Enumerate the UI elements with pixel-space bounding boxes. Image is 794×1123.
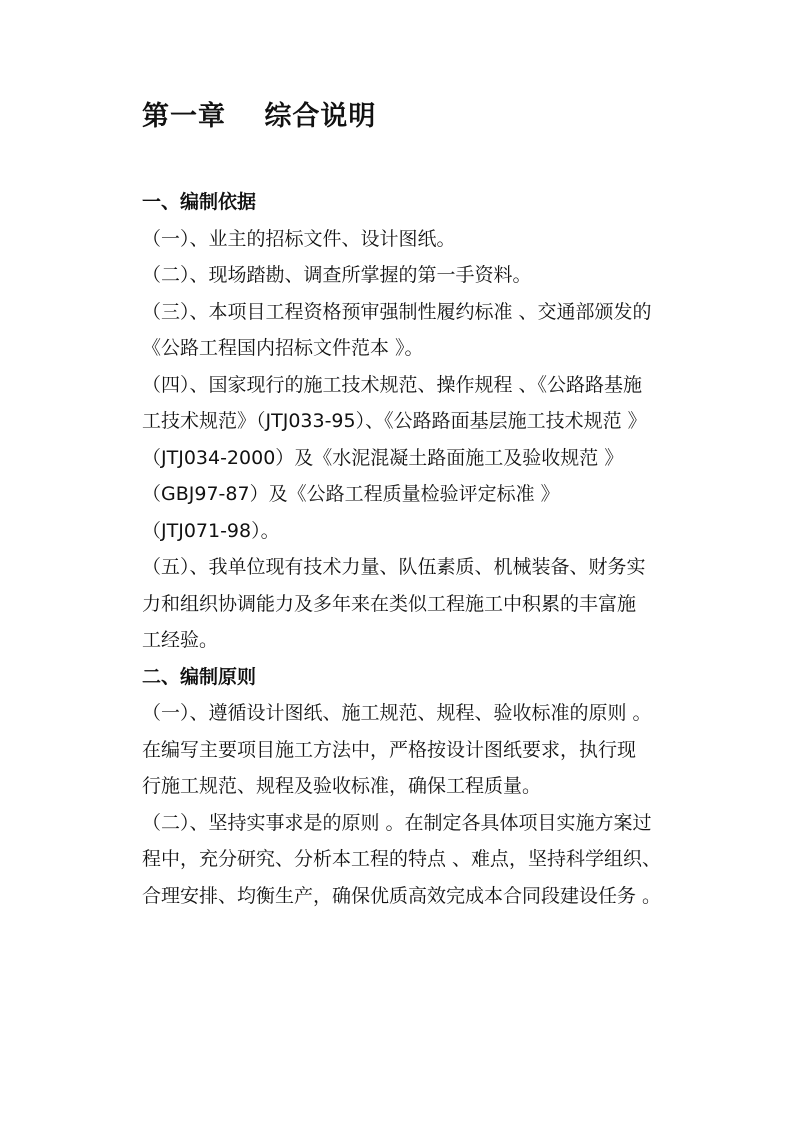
- paragraph-line: （JTJ034-2000）及《水泥混凝土路面施工及验收规范 》: [142, 446, 624, 469]
- paragraph-line: （一）、遵循设计图纸、施工规范、规程、验收标准的原则 。: [142, 702, 652, 724]
- paragraph-line: （四）、国家现行的施工技术规范、操作规程 、《公路路基施: [142, 373, 643, 396]
- paragraph-line: （GBJ97-87）及《公路工程质量检验评定标准 》: [142, 483, 560, 505]
- paragraph-line: （三）、本项目工程资格预审强制性履约标准 、交通部颁发的: [142, 300, 652, 323]
- paragraph-line: 合理安排、均衡生产，确保优质高效完成本合同段建设任务 。: [142, 884, 662, 907]
- paragraph-line: 力和组织协调能力及多年来在类似工程施工中积累的丰富施: [142, 592, 637, 615]
- paragraph-line: （二）、坚持实事求是的原则 。在制定各具体项目实施方案过: [142, 811, 652, 834]
- chapter-title: 第一章 综合说明: [142, 101, 377, 132]
- paragraph-line: 工经验。: [142, 629, 219, 651]
- paragraph-line: （二）、现场踏勘、调查所掌握的第一手资料。: [142, 264, 532, 286]
- paragraph-line: 程中，充分研究、分析本工程的特点 、难点，坚持科学组织、: [142, 848, 662, 870]
- paragraph-line: 工技术规范》（JTJ033-95）、《公路路面基层施工技术规范 》: [142, 410, 647, 432]
- paragraph-line: 在编写主要项目施工方法中，严格按设计图纸要求，执行现: [142, 738, 637, 761]
- paragraph-line: 《公路工程国内招标文件范本 》。: [142, 337, 424, 359]
- document-body: [142, 184, 702, 914]
- paragraph-line: （五）、我单位现有技术力量、队伍素质、机械装备、财务实: [142, 556, 646, 578]
- paragraph-line: 行施工规范、规程及验收标准，确保工程质量。: [142, 775, 542, 797]
- section-heading-principles: 二、编制原则: [142, 665, 257, 688]
- section-heading-basis: 一、编制依据: [142, 191, 257, 213]
- paragraph-line: （一）、业主的招标文件、设计图纸。: [142, 227, 456, 250]
- paragraph-line: （JTJ071-98）。: [142, 519, 280, 542]
